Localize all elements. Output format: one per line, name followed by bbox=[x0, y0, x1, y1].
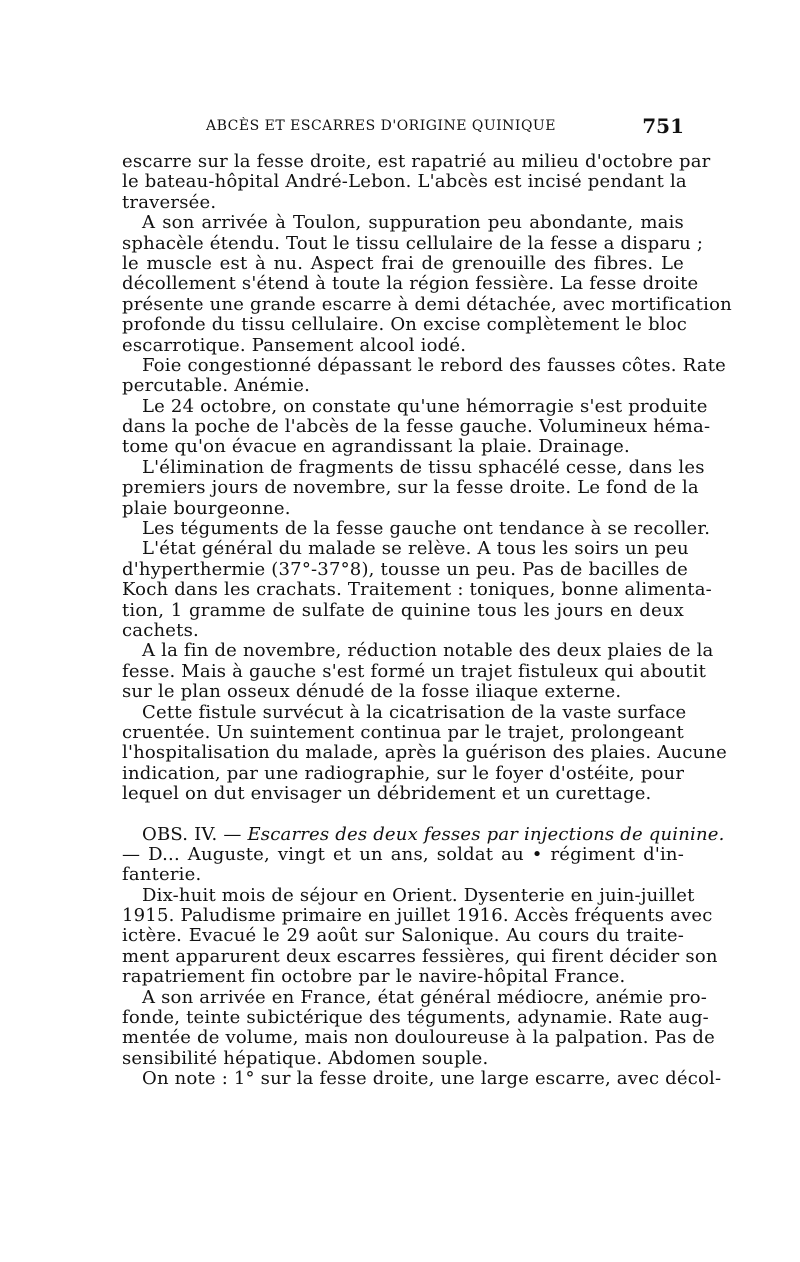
text-line: Le 24 octobre, on constate qu'une hémorragie s'est produite bbox=[142, 395, 708, 417]
observation-label: OBS. IV. — bbox=[142, 823, 242, 845]
text-line: décollement s'étend à toute la région fessière. La fesse droite bbox=[122, 273, 699, 295]
paragraph bbox=[122, 538, 712, 641]
text-line: plaie bourgeonne. bbox=[122, 497, 291, 519]
text-line: rapatriement fin octobre par le navire-hôpital France. bbox=[122, 966, 626, 988]
text-line: escarrotique. Pansement alcool iodé. bbox=[122, 334, 467, 356]
paragraph bbox=[122, 884, 718, 988]
text-line: L'état général du malade se relève. A tous les soirs un peu bbox=[142, 538, 689, 560]
text-line: tion, 1 gramme de sulfate de quinine tous les jours en deux bbox=[122, 599, 684, 621]
section-gap bbox=[122, 805, 684, 825]
paragraph bbox=[122, 212, 732, 356]
text-line: fonde, teinte subictérique des téguments, adynamie. Rate aug- bbox=[122, 1007, 709, 1029]
text-line: fesse. Mais à gauche s'est formé un trajet fistuleux qui aboutit bbox=[122, 660, 707, 682]
text-line: ment apparurent deux escarres fessières, qui firent décider son bbox=[122, 945, 718, 967]
text-line: sensibilité hépatique. Abdomen souple. bbox=[122, 1047, 489, 1069]
page-header bbox=[122, 114, 684, 138]
text-line: sur le plan osseux dénudé de la fosse iliaque externe. bbox=[122, 681, 622, 703]
paragraph bbox=[122, 640, 714, 703]
paragraph bbox=[122, 986, 716, 1070]
paragraph bbox=[122, 354, 727, 397]
text-line: — D... Auguste, vingt et un ans, soldat au • régiment d'in- bbox=[122, 843, 684, 865]
text-line: mentée de volume, mais non douloureuse à la palpation. Pas de bbox=[122, 1027, 716, 1049]
text-line: On note : 1° sur la fesse droite, une large escarre, avec décol- bbox=[142, 1068, 722, 1090]
running-title: ABCÈS ET ESCARRES D'ORIGINE QUINIQUE bbox=[206, 118, 556, 134]
text-line: le muscle est à nu. Aspect frai de grenouille des fibres. Le bbox=[122, 252, 684, 274]
text-line: l'hospitalisation du malade, après la guérison des plaies. Aucune bbox=[122, 742, 727, 764]
text-line: sphacèle étendu. Tout le tissu cellulaire de la fesse a disparu ; bbox=[122, 232, 704, 254]
body-text bbox=[122, 151, 732, 1090]
text-line: ictère. Evacué le 29 août sur Salonique. Au cours du traite- bbox=[122, 925, 684, 947]
text-line: escarre sur la fesse droite, est rapatrié au milieu d'octobre par bbox=[122, 151, 711, 172]
text-line: A son arrivée en France, état général médiocre, anémie pro- bbox=[142, 986, 708, 1008]
paragraph bbox=[122, 395, 711, 458]
paragraph bbox=[122, 1068, 722, 1090]
text-line: percutable. Anémie. bbox=[122, 375, 311, 397]
text-line: lequel on dut envisager un débridement et un curettage. bbox=[122, 783, 652, 805]
observation-title-line bbox=[122, 823, 725, 845]
page-number: 751 bbox=[642, 114, 684, 138]
text-line: A son arrivée à Toulon, suppuration peu abondante, mais bbox=[142, 212, 684, 234]
text-line: premiers jours de novembre, sur la fesse droite. Le fond de la bbox=[122, 477, 699, 499]
text-line: cruentée. Un suintement continua par le trajet, prolongeant bbox=[122, 721, 684, 743]
text-line: traversée. bbox=[122, 191, 217, 213]
text-line: Les téguments de la fesse gauche ont tendance à se recoller. bbox=[142, 518, 711, 540]
text-line: fanterie. bbox=[122, 864, 202, 886]
text-line: tome qu'on évacue en agrandissant la plaie. Drainage. bbox=[122, 436, 630, 458]
observation-heading bbox=[122, 823, 725, 886]
text-line: indication, par une radiographie, sur le foyer d'ostéite, pour bbox=[122, 762, 685, 784]
text-line: profonde du tissu cellulaire. On excise complètement le bloc bbox=[122, 314, 688, 336]
text-line: Foie congestionné dépassant le rebord des fausses côtes. Rate bbox=[142, 354, 727, 376]
text-line: Dix-huit mois de séjour en Orient. Dysenterie en juin-juillet bbox=[142, 884, 695, 906]
text-line: cachets. bbox=[122, 619, 199, 641]
text-line: d'hyperthermie (37°-37°8), tousse un peu. Pas de bacilles de bbox=[122, 558, 689, 580]
text-line: dans la poche de l'abcès de la fesse gauche. Volumineux héma- bbox=[122, 416, 711, 438]
text-line: Cette fistule survécut à la cicatrisation de la vaste surface bbox=[142, 701, 687, 723]
paragraph bbox=[122, 151, 711, 213]
text-line: L'élimination de fragments de tissu sphacélé cesse, dans les bbox=[142, 456, 705, 478]
observation-title: Escarres des deux fesses par injections de quinine. bbox=[247, 823, 725, 845]
paragraph bbox=[122, 518, 711, 540]
text-line: le bateau-hôpital André-Lebon. L'abcès est incisé pendant la bbox=[122, 171, 687, 193]
text-line: A la fin de novembre, réduction notable des deux plaies de la bbox=[142, 640, 714, 662]
paragraph bbox=[122, 456, 705, 519]
text-line: Koch dans les crachats. Traitement : toniques, bonne alimenta- bbox=[122, 579, 712, 601]
text-line: présente une grande escarre à demi détachée, avec mortification bbox=[122, 293, 732, 315]
paragraph bbox=[122, 701, 727, 805]
text-line: 1915. Paludisme primaire en juillet 1916. Accès fréquents avec bbox=[122, 905, 713, 927]
